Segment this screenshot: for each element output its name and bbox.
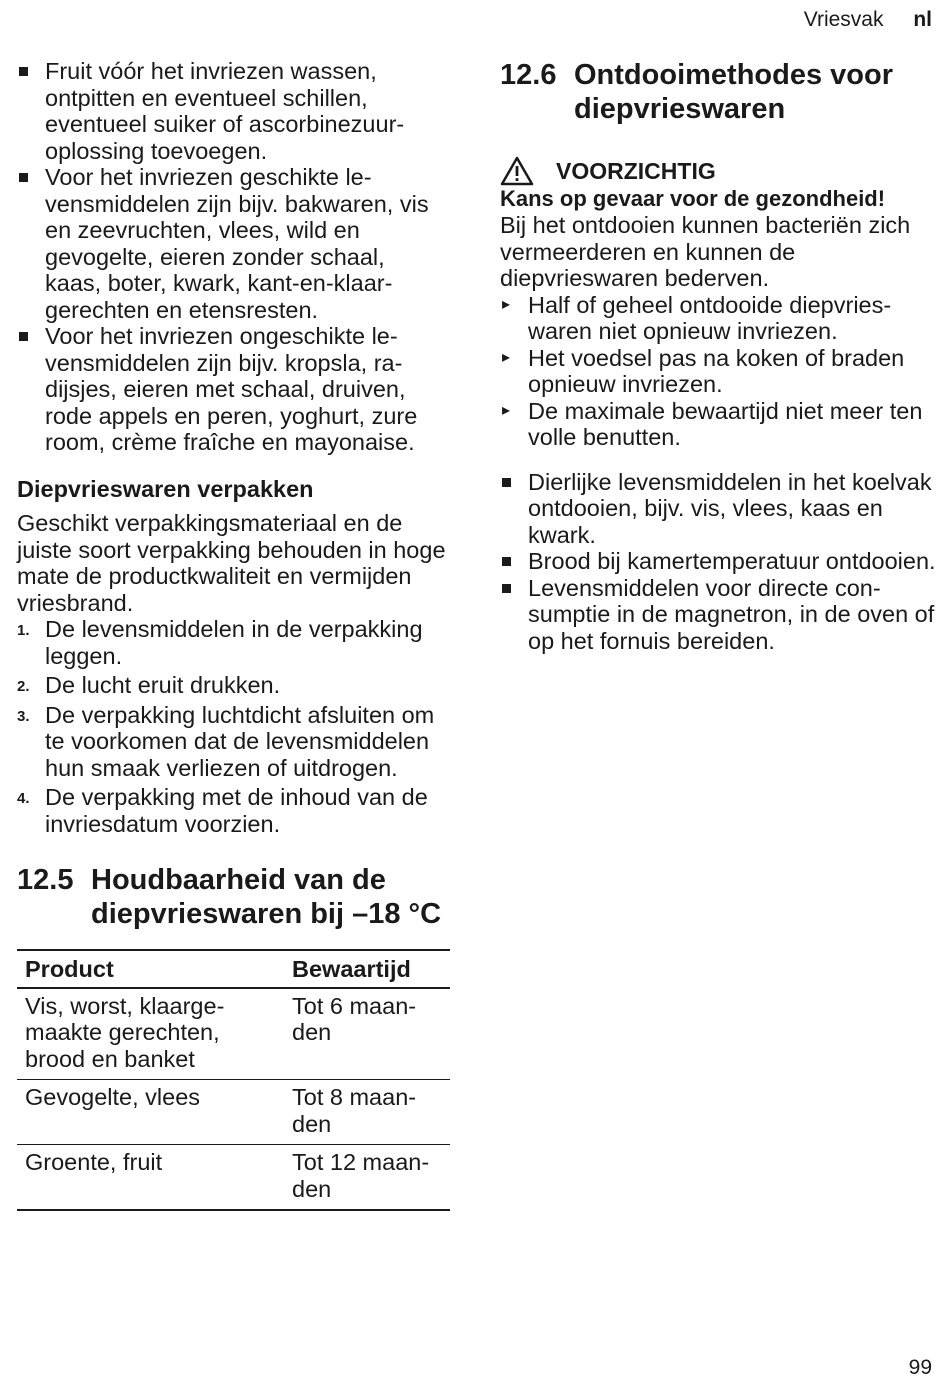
step-text: De verpakking met de inhoud van de invriesdatum voorzien.: [45, 784, 428, 837]
table-row: [17, 1145, 450, 1211]
action-item: ▸ De maximale bewaartijd niet meer ten volle benutten.: [500, 398, 940, 451]
warning-text: Bij het ontdooien kunnen bacteriën zich vermeerderen en kunnen de diepvrieswaren bederven.: [500, 212, 911, 291]
step-item: [17, 784, 447, 837]
table-row: [17, 1080, 450, 1145]
table-cell: Tot 6 maanden: [284, 988, 450, 1080]
list-item: Voor het invriezen geschikte levensmiddelen zijn bijv. bakwaren, vis en zeevruchten, vlees, wild en gevogelte, eieren zonder schaal, kaas, boter, kwark, kant-en-klaargerechten en etensresten.: [17, 164, 447, 323]
list-item: Brood bij kamertemperatuur ontdooien.: [500, 548, 940, 575]
warning-triangle-icon: [500, 156, 534, 186]
action-item: ▸ Het voedsel pas na koken of braden opnieuw invriezen.: [500, 345, 940, 398]
running-header: [804, 8, 932, 32]
header-section-title: Vriesvak: [803, 8, 884, 31]
step-number: 2.: [17, 678, 30, 695]
column-header-storage-time: Bewaartijd: [284, 950, 450, 988]
table-cell: Vis, worst, klaargemaakte gerechten, brood en banket: [17, 988, 284, 1080]
packaging-heading: Diepvrieswaren verpakken: [17, 475, 314, 502]
table-cell: Tot 12 maanden: [284, 1145, 450, 1211]
warning-subtitle: Kans op gevaar voor de gezondheid!: [500, 186, 886, 211]
packaging-paragraph: Geschikt verpakkingsmateriaal en de juiste soort verpakking behouden in hoge mate de productkwaliteit en vermijden vriesbrand.: [17, 510, 446, 616]
table-header-row: [17, 950, 450, 988]
page-number: 99: [908, 1356, 932, 1379]
step-text: De verpakking luchtdicht afsluiten om te voorkomen dat de levensmiddelen hun smaak verliezen of uitdrogen.: [45, 701, 435, 781]
warning-header: [500, 156, 940, 186]
step-item: [17, 702, 447, 782]
warning-actions: [500, 292, 940, 451]
section-title: Houdbaarheid van de diepvrieswaren bij –18 °C: [91, 864, 442, 930]
action-item: ▸ Half of geheel ontdooide diepvrieswaren niet opnieuw invriezen.: [500, 292, 940, 345]
thawing-methods-list: [500, 469, 940, 655]
table-cell: Tot 8 maanden: [284, 1080, 450, 1145]
list-item: Fruit vóór het invriezen wassen, ontpitten en eventueel schillen, eventueel suiker of ascorbinezuuroplossing toevoegen.: [17, 58, 447, 164]
step-number: 3.: [17, 707, 30, 725]
section-number: 12.6: [500, 59, 557, 91]
list-item: Levensmiddelen voor directe consumptie in de magnetron, in de oven of op het fornuis bereiden.: [500, 575, 940, 655]
step-text: De levensmiddelen in de verpakking leggen.: [45, 616, 423, 669]
left-column: [17, 58, 447, 1211]
table-cell: Groente, fruit: [17, 1145, 284, 1211]
warning-label: VOORZICHTIG: [556, 157, 716, 184]
section-heading-12-5: [17, 863, 447, 931]
list-item: Dierlijke levensmiddelen in het koelvak ontdooien, bijv. vis, vlees, kaas en kwark.: [500, 469, 940, 549]
freezing-tips-list: [17, 58, 447, 456]
storage-time-table: [17, 949, 450, 1211]
step-text: De lucht eruit drukken.: [45, 672, 281, 698]
step-number: 1.: [17, 622, 30, 639]
header-language: nl: [913, 8, 932, 31]
table-cell: Gevogelte, vlees: [17, 1080, 284, 1145]
section-title: Ontdooimethodes voor diepvrieswaren: [574, 59, 893, 125]
section-heading-12-6: [500, 58, 940, 126]
warning-box: [500, 156, 940, 451]
column-header-product: Product: [17, 950, 284, 988]
section-number: 12.5: [17, 864, 74, 896]
step-item: [17, 616, 447, 669]
right-column: [500, 58, 940, 654]
packaging-steps: [17, 616, 447, 837]
step-number: 4.: [17, 790, 30, 807]
table-row: [17, 988, 450, 1080]
step-item: [17, 672, 447, 699]
list-item: Voor het invriezen ongeschikte levensmiddelen zijn bijv. kropsla, radijsjes, eieren met schaal, druiven, rode appels en peren, yoghurt, zure room, crème fraîche en mayonaise.: [17, 323, 447, 456]
